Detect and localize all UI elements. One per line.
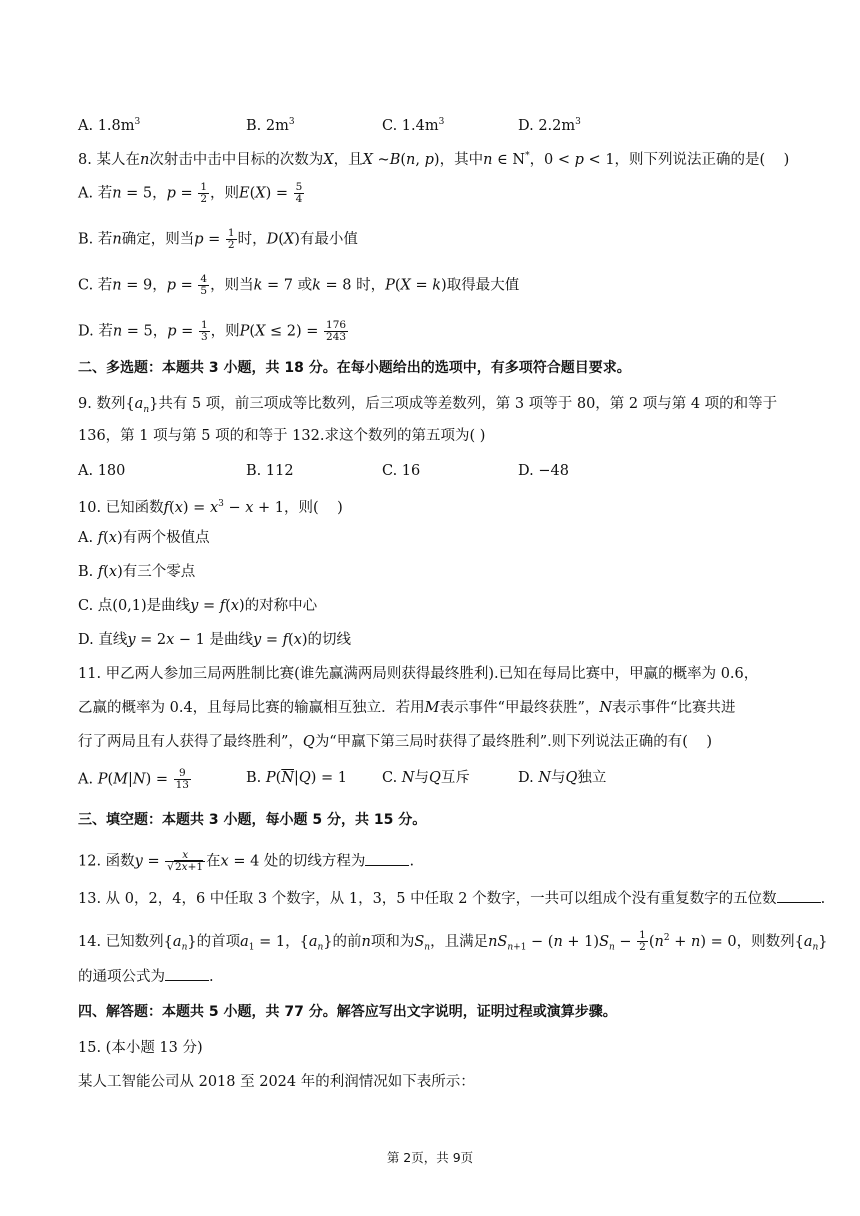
q10-option-d: D. 直线y = 2x − 1 是曲线y = f(x)的切线 (78, 632, 351, 648)
q8-stem: 8. 某人在n次射击中击中目标的次数为X，且X ~B(n, p)，其中n ∈ N*，0 < p < 1，则下列说法正确的是( ) (78, 151, 790, 168)
q14-line2: 的通项公式为 . (78, 966, 820, 987)
q7-option-c: C. $1.4m^3$ (382, 117, 445, 134)
section-4-heading: 四、解答题：本题共 5 小题，共 77 分。解答应写出文字说明，证明过程或演算步骤。 (78, 1004, 617, 1020)
q11-option-c: C. N与Q互斥 (382, 770, 470, 786)
q7-option-d: D. $2.2m^3$ (518, 117, 581, 134)
q9-option-a: A. 180 (78, 463, 126, 479)
section-3-heading: 三、填空题：本题共 3 小题，每小题 5 分，共 15 分。 (78, 812, 427, 828)
q11-stem-line3: 行了两局且有人获得了最终胜利”，Q为“甲赢下第三局时获得了最终胜利”.则下列说法正确的有( ) (78, 734, 712, 750)
q10-option-b: B. f(x)有三个零点 (78, 564, 196, 580)
q13: 13. 从 0，2，4，6 中任取 3 个数字，从 1，3，5 中任取 2 个数字，一共可以组成个没有重复数字的五位数 . (78, 888, 820, 909)
section-2-heading: 二、多选题：本题共 3 小题，共 18 分。在每小题给出的选项中，有多项符合题目要求。 (78, 360, 631, 376)
q7-option-b: B. $2m^3$ (246, 117, 295, 134)
q9-stem-line1: 9. 数列$\{a_n\}$共有 5 项，前三项成等比数列，后三项成等差数列，第 3 项等于 80，第 2 项与第 4 项的和等于 (78, 396, 778, 415)
q13-answer-blank[interactable] (777, 888, 821, 903)
q11-stem-line1: 11. 甲乙两人参加三局两胜制比赛(谁先赢满两局则获得最终胜利).已知在每局比赛中，甲赢的概率为 0.6， (78, 666, 759, 682)
q12-answer-blank[interactable] (365, 851, 409, 866)
q9-option-c: C. 16 (382, 463, 421, 479)
q11-option-a: A. P(M|N) = $\frac{9}{13}$ (78, 767, 189, 791)
q14-answer-blank[interactable] (165, 966, 209, 981)
q15-line1: 某人工智能公司从 2018 至 2024 年的利润情况如下表所示： (78, 1074, 475, 1090)
q9-option-d: D. −48 (518, 463, 569, 479)
q9-stem-line2: 136，第 1 项与第 5 项的和等于 132.求这个数列的第五项为( ) (78, 428, 486, 444)
q9-option-b: B. 112 (246, 463, 294, 479)
q10-option-c: C. 点(0,1)是曲线y = f(x)的对称中心 (78, 598, 318, 614)
q11-option-b: B. $P(\overline{N}|Q) = 1$ (246, 770, 348, 786)
q8-option-a: A. 若n = 5，p = $\frac{1}{2}$ ，则E(X) = $\frac{5}{4}$ (78, 181, 303, 205)
q10-option-a: A. f(x)有两个极值点 (78, 530, 210, 546)
q7-option-a: A. $1.8m^3$ (78, 117, 141, 134)
page-footer: 第 2页，共 9页 (386, 1150, 474, 1165)
q10-stem: 10. 已知函数$f(x) = x^3 - x + 1$，则( ) (78, 499, 343, 516)
q14-line1: 14. 已知数列$\{a_n\}$的首项$a_1 = 1$，$\{a_n\}$的前n项和为$S_n$，且满足$nS_{n+1} - (n + 1)S_n$ − $\frac{1}{2}$ $(n^2 + n) = 0$，则数列$\{a_n\}$ (78, 929, 828, 954)
q8-option-b: B. 若n确定，则当p = $\frac{1}{2}$ 时，D(X)有最小值 (78, 227, 358, 251)
q11-stem-line2: 乙赢的概率为 0.4，且每局比赛的输赢相互独立．若用M表示事件“甲最终获胜”，N表示事件“比赛共进 (78, 700, 736, 716)
q8-option-c: C. 若n = 9，p = $\frac{4}{5}$ ，则当k = 7 或k = 8 时，P(X = k)取得最大值 (78, 273, 520, 297)
q11-option-d: D. N与Q独立 (518, 770, 607, 786)
q15-title: 15. (本小题 13 分) (78, 1040, 203, 1056)
q8-option-d: D. 若n = 5，p = $\frac{1}{3}$ ，则P(X ≤ 2) = $\frac{176}{243}$ (78, 319, 347, 343)
q12: 12. 函数y = $\frac{x}{√2x+1}$ 在x = 4 处的切线方程为 . (78, 849, 415, 873)
